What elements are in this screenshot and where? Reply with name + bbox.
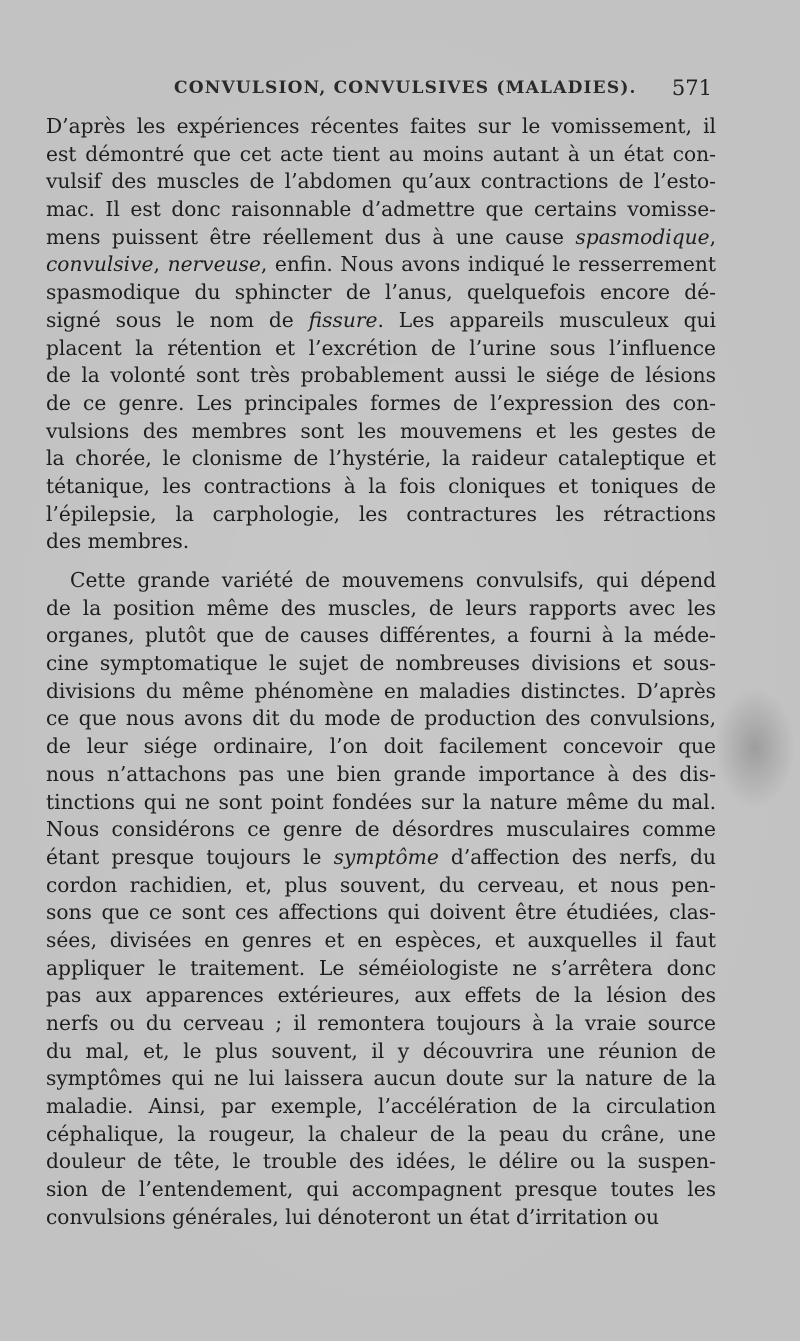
text-run: , [153,252,168,277]
text-run: mac. Il est donc raisonnable d’admettre que certains vomisse- [46,197,716,222]
text-run: mens puissent être réellement dus à une cause [46,224,576,249]
text-line [46,113,716,141]
text-run: cine symptomatique le sujet de nombreuses divisions et sous- [46,651,716,676]
text-run: organes, plutôt que de causes différentes, a fourni à la méde- [46,623,716,648]
text-run: nous n’attachons pas une bien grande importance à des dis- [46,761,716,786]
text-run: sion de l’entendement, qui accompagnent presque toutes les [46,1177,716,1202]
text-run: maladie. Ainsi, par exemple, l’accélération de la circulation [46,1094,716,1119]
text-line [46,418,716,446]
text-run: céphalique, la rougeur, la chaleur de la peau du crâne, une [46,1121,716,1146]
text-line [46,1038,716,1066]
text-run: . Les appareils musculeux qui [377,307,716,332]
text-line [46,1121,716,1149]
text-line [46,1148,716,1176]
paragraph [46,113,716,556]
text-run: vulsif des muscles de l’abdomen qu’aux contractions de l’esto- [46,169,716,194]
text-run: l’épilepsie, la carphologie, les contractures les rétractions [46,501,716,526]
text-line [46,733,716,761]
text-run: symptômes qui ne lui laissera aucun doute sur la nature de la [46,1066,716,1091]
text-line [46,224,716,252]
text-line [46,678,716,706]
text-line [46,622,716,650]
text-line [46,1093,716,1121]
text-line [46,844,716,872]
text-run: de ce genre. Les principales formes de l’expression des con- [46,390,716,415]
text-line [46,705,716,733]
text-line [46,816,716,844]
text-run: , enfin. Nous avons indiqué le resserrement [260,252,716,277]
italic-term: fissure [308,307,378,332]
text-line [46,501,716,529]
page-number: 571 [671,76,712,100]
text-run: convulsions générales, lui dénoteront un état d’irritation ou [46,1204,659,1229]
text-run: Cette grande variété de mouvemens convulsifs, qui dépend [70,568,716,592]
text-run: pas aux apparences extérieures, aux effets de la lésion des [46,983,716,1008]
text-run: sées, divisées en genres et en espèces, et auxquelles il faut [46,927,716,952]
text-line [46,279,716,307]
text-run: nerfs ou du cerveau ; il remontera toujours à la vraie source [46,1011,716,1035]
text-line [46,362,716,390]
text-line [46,789,716,817]
text-line [46,899,716,927]
text-line [46,196,716,224]
text-line [46,390,716,418]
running-head [46,76,712,106]
text-run: placent la rétention et l’excrétion de l’urine sous l’influence [46,335,716,360]
text-run: de leur siége ordinaire, l’on doit facilement concevoir que [46,734,716,759]
text-line [46,872,716,900]
italic-term: convulsive [46,252,154,277]
text-line [46,307,716,335]
text-line [46,761,716,789]
running-title: CONVULSION, CONVULSIVES (MALADIES). [174,78,637,98]
text-run: de la position même des muscles, de leurs rapports avec les [46,595,716,620]
italic-term: symptôme [333,844,439,869]
text-run: cordon rachidien, et, plus souvent, du cerveau, et nous pen- [46,872,716,897]
text-run: D’après les expériences récentes faites sur le vomissement, il [46,114,716,138]
text-line [46,528,716,556]
text-line [46,141,716,169]
text-run: de la volonté sont très probablement aussi le siége de lésions [46,363,716,388]
text-run: , [709,224,716,249]
text-line [46,1176,716,1204]
paragraph [46,567,716,1232]
text-line [46,650,716,678]
text-run: des membres. [46,529,190,554]
text-line [46,982,716,1010]
text-run: vulsions des membres sont les mouvemens et les gestes de [46,418,716,443]
text-run: est démontré que cet acte tient au moins autant à un état con- [46,141,716,166]
text-run: ce que nous avons dit du mode de production des convulsions, [46,706,716,731]
text-run: du mal, et, le plus souvent, il y découvrira une réunion de [46,1038,716,1063]
text-line [46,567,716,595]
text-run: sons que ce sont ces affections qui doivent être étudiées, clas- [46,900,716,925]
text-line [46,595,716,623]
text-line [46,251,716,279]
text-run: la chorée, le clonisme de l’hystérie, la raideur cataleptique et [46,446,716,471]
text-line [46,1065,716,1093]
body-text [46,113,716,1232]
text-run: tétanique, les contractions à la fois cloniques et toniques de [46,473,716,498]
text-line [46,1204,716,1232]
text-line [46,168,716,196]
text-line [46,335,716,363]
text-run: spasmodique du sphincter de l’anus, quelquefois encore dé- [46,280,716,305]
text-run: signé sous le nom de [46,307,309,332]
text-run: tinctions qui ne sont point fondées sur la nature même du mal. [46,789,716,814]
text-line [46,927,716,955]
text-line [46,473,716,501]
text-run: divisions du même phénomène en maladies distinctes. D’après [46,678,716,703]
text-run: douleur de tête, le trouble des idées, le délire ou la suspen- [46,1149,716,1174]
italic-term: spasmodique [575,224,710,249]
text-run: Nous considérons ce genre de désordres musculaires comme [46,817,716,842]
text-run: d’affection des nerfs, du [438,844,716,869]
text-line [46,445,716,473]
text-run: étant presque toujours le [46,844,334,869]
italic-term: nerveuse [167,252,261,277]
text-line [46,955,716,983]
text-line [46,1010,716,1038]
text-run: appliquer le traitement. Le séméiologiste ne s’arrêtera donc [46,955,716,980]
